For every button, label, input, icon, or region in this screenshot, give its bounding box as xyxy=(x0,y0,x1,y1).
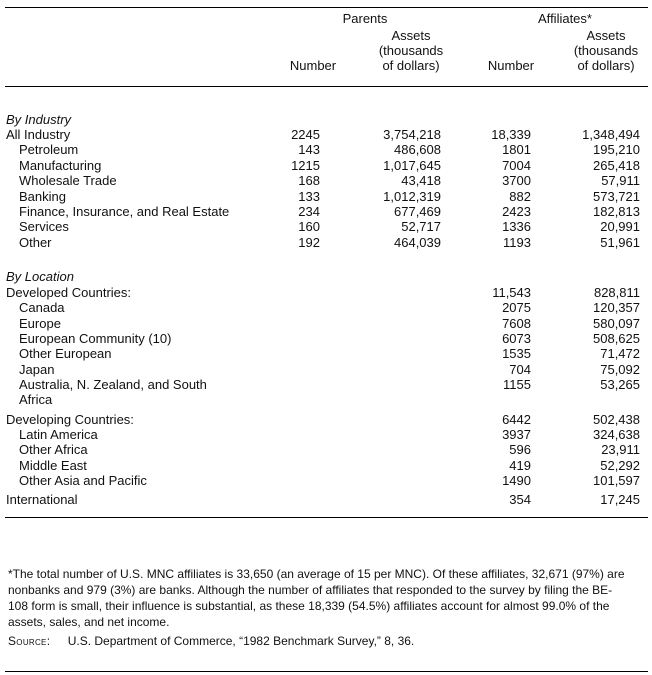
location-row-label: Developed Countries: xyxy=(6,285,132,300)
table-bottom-rule xyxy=(5,517,648,518)
location-row-label: International xyxy=(6,492,78,507)
affiliates-assets-cell: 51,961 xyxy=(600,235,640,250)
parents-number-cell: 192 xyxy=(298,235,320,250)
location-row-label: Other Asia and Pacific xyxy=(19,473,147,488)
affiliates-number-cell: 1193 xyxy=(503,235,531,250)
affiliates-number-header: Number xyxy=(487,58,535,73)
location-row-label: Other European xyxy=(19,346,112,361)
location-row-label-cont: Africa xyxy=(19,392,53,407)
assets-line2: (thousands xyxy=(573,43,639,58)
parents-header: Parents xyxy=(342,11,388,26)
affiliates-number-cell: 1801 xyxy=(502,142,531,157)
affiliates-assets-cell: 53,265 xyxy=(600,377,640,392)
affiliates-number-cell: 3700 xyxy=(502,173,531,188)
affiliates-header: Affiliates* xyxy=(538,11,592,26)
affiliates-number-cell: 18,339 xyxy=(491,127,531,142)
assets-line1: Assets xyxy=(391,28,431,43)
affiliates-assets-cell: 75,092 xyxy=(600,362,640,377)
affiliates-number-cell: 7608 xyxy=(502,316,531,331)
affiliates-number-cell: 2075 xyxy=(502,300,531,315)
affiliates-assets-cell: 182,813 xyxy=(593,204,640,219)
parents-assets-header xyxy=(371,28,451,73)
parents-assets-cell: 486,608 xyxy=(394,142,441,157)
parents-assets-cell: 52,717 xyxy=(401,219,441,234)
affiliates-number-cell: 2423 xyxy=(502,204,531,219)
location-section-title: By Location xyxy=(6,269,74,284)
affiliates-number-cell: 354 xyxy=(509,492,531,507)
affiliates-assets-cell: 57,911 xyxy=(601,173,640,188)
affiliates-assets-cell: 23,911 xyxy=(601,442,640,457)
affiliates-assets-cell: 502,438 xyxy=(593,412,640,427)
industry-row-label: Wholesale Trade xyxy=(19,173,117,188)
assets-line3: of dollars) xyxy=(577,58,635,73)
affiliates-number-cell: 3937 xyxy=(502,427,531,442)
affiliates-number-cell: 7004 xyxy=(502,158,531,173)
affiliates-assets-cell: 508,625 xyxy=(593,331,640,346)
location-row-label: Australia, N. Zealand, and South xyxy=(19,377,207,392)
industry-row-label: Petroleum xyxy=(19,142,79,157)
parents-number-cell: 143 xyxy=(298,142,320,157)
parents-number-cell: 133 xyxy=(298,189,320,204)
affiliates-number-cell: 1155 xyxy=(503,377,531,392)
affiliates-number-cell: 596 xyxy=(509,442,531,457)
affiliates-assets-cell: 324,638 xyxy=(593,427,640,442)
parents-assets-cell: 1,012,319 xyxy=(383,189,441,204)
footnote-line: assets, sales, and net income. xyxy=(8,615,170,629)
location-row-label: Canada xyxy=(19,300,65,315)
location-row-label: Japan xyxy=(19,362,55,377)
parents-assets-cell: 1,017,645 xyxy=(383,158,441,173)
footnote xyxy=(8,566,644,630)
parents-assets-cell: 677,469 xyxy=(394,204,441,219)
industry-row-label: All Industry xyxy=(6,127,71,142)
affiliates-assets-cell: 265,418 xyxy=(593,158,640,173)
parents-number-cell: 234 xyxy=(298,204,320,219)
affiliates-assets-header xyxy=(566,28,646,73)
parents-number-cell: 1215 xyxy=(291,158,320,173)
affiliates-number-cell: 419 xyxy=(509,458,531,473)
header-rule xyxy=(5,86,648,87)
location-row-label: Latin America xyxy=(19,427,98,442)
affiliates-assets-cell: 52,292 xyxy=(600,458,640,473)
parents-number-cell: 2245 xyxy=(291,127,320,142)
bottom-rule xyxy=(5,671,648,672)
affiliates-number-cell: 1535 xyxy=(502,346,531,361)
affiliates-assets-cell: 195,210 xyxy=(593,142,640,157)
affiliates-assets-cell: 17,245 xyxy=(600,492,640,507)
assets-line3: of dollars) xyxy=(382,58,440,73)
affiliates-number-cell: 1490 xyxy=(502,473,531,488)
parents-number-cell: 168 xyxy=(298,173,320,188)
affiliates-assets-cell: 580,097 xyxy=(593,316,640,331)
parents-assets-cell: 464,039 xyxy=(394,235,441,250)
affiliates-assets-cell: 20,991 xyxy=(600,219,640,234)
industry-row-label: Other xyxy=(19,235,52,250)
assets-line1: Assets xyxy=(586,28,626,43)
affiliates-number-cell: 6442 xyxy=(502,412,531,427)
source-label: Source: xyxy=(8,634,51,648)
parents-number-cell: 160 xyxy=(298,219,320,234)
location-row-label: Developing Countries: xyxy=(6,412,134,427)
industry-row-label: Services xyxy=(19,219,69,234)
location-row-label: Middle East xyxy=(19,458,87,473)
affiliates-assets-cell: 120,357 xyxy=(593,300,640,315)
location-row-label: European Community (10) xyxy=(19,331,172,346)
industry-row-label: Manufacturing xyxy=(19,158,102,173)
top-rule xyxy=(5,7,648,8)
affiliates-number-cell: 11,543 xyxy=(492,285,531,300)
industry-section-title: By Industry xyxy=(6,112,72,127)
source-note xyxy=(8,633,644,649)
location-row-label: Europe xyxy=(19,316,61,331)
assets-line2: (thousands xyxy=(378,43,444,58)
footnote-line: nonbanks and 979 (3%) are banks. Although the number of affiliates that responded to the survey by filing the BE- xyxy=(8,583,613,597)
affiliates-assets-cell: 828,811 xyxy=(593,285,640,300)
footnote-line: 108 form is small, their influence is substantial, as these 18,339 (54.5%) affiliates account for almost 99.0% of the xyxy=(8,599,610,613)
parents-assets-cell: 3,754,218 xyxy=(383,127,441,142)
parents-assets-cell: 43,418 xyxy=(401,173,441,188)
affiliates-assets-cell: 1,348,494 xyxy=(582,127,640,142)
parents-number-header: Number xyxy=(289,58,337,73)
affiliates-number-cell: 6073 xyxy=(502,331,531,346)
affiliates-assets-cell: 71,472 xyxy=(600,346,640,361)
affiliates-number-cell: 882 xyxy=(509,189,531,204)
affiliates-assets-cell: 573,721 xyxy=(593,189,640,204)
footnote-line: *The total number of U.S. MNC affiliates is 33,650 (an average of 15 per MNC). Of these affiliates, 32,671 (97%) are xyxy=(8,567,625,581)
affiliates-number-cell: 1336 xyxy=(502,219,531,234)
industry-row-label: Finance, Insurance, and Real Estate xyxy=(19,204,230,219)
location-row-label: Other Africa xyxy=(19,442,88,457)
industry-row-label: Banking xyxy=(19,189,66,204)
source-text: U.S. Department of Commerce, “1982 Benchmark Survey,” 8, 36. xyxy=(67,634,415,648)
affiliates-assets-cell: 101,597 xyxy=(593,473,640,488)
affiliates-number-cell: 704 xyxy=(509,362,531,377)
